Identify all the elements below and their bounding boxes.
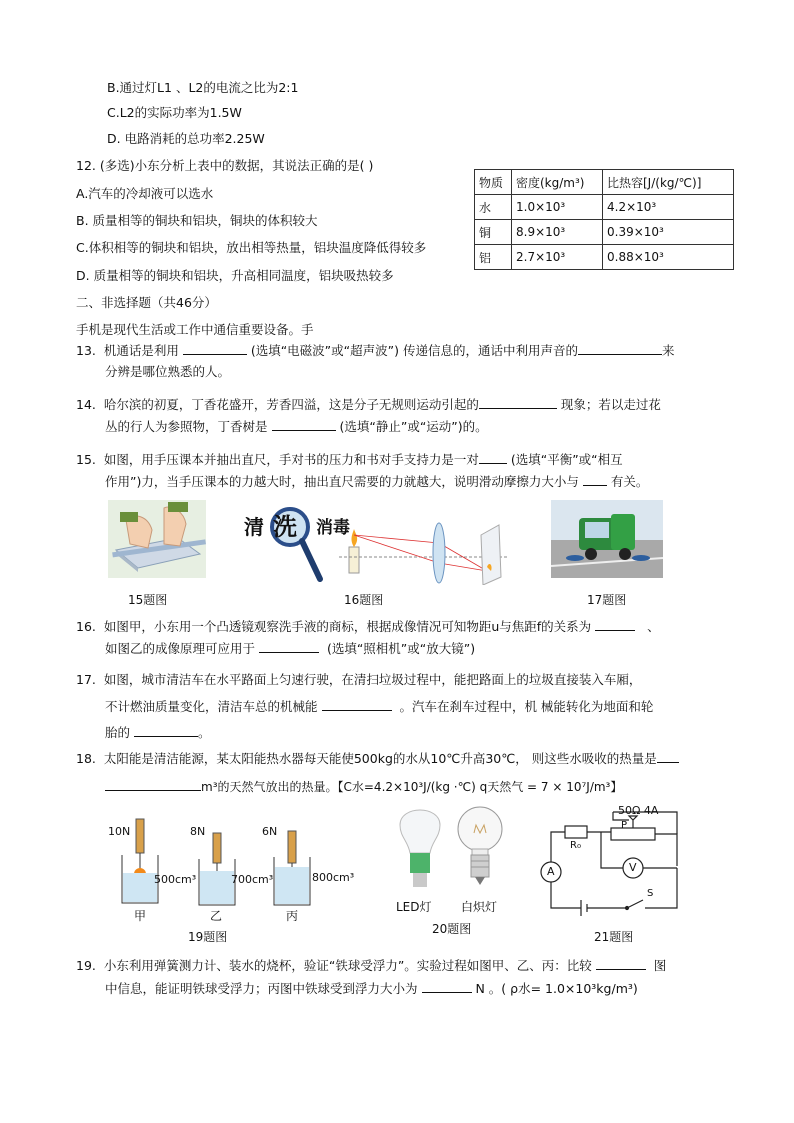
q18-number: 18. [76, 751, 96, 766]
q15-text-d: 有关。 [610, 474, 649, 489]
fig19-scales-drawing [100, 815, 360, 920]
q17-text-c: 。汽车在刹车过程中，机 械能转化为地面和轮 [399, 699, 654, 714]
fig21-circuit-diagram [537, 804, 687, 924]
q16-text-b: 、 [647, 619, 660, 634]
table-row [475, 245, 734, 270]
material-table [474, 169, 734, 270]
q14-number: 14. [76, 397, 96, 412]
q12-option-a: A.汽车的冷却液可以选水 [76, 186, 214, 201]
q19-text-b: 图 [653, 958, 667, 973]
fig21-rating: 50Ω 4A [618, 804, 659, 817]
table-cell: 4.2×10³ [603, 195, 734, 220]
table-row [475, 220, 734, 245]
q14-line1 [76, 396, 661, 413]
q12-stem: 12. (多选)小东分析上表中的数据，其说法正确的是( ) [76, 158, 374, 173]
q15-number: 15. [76, 452, 96, 467]
fig21-switch-label: S [647, 888, 654, 899]
table-cell: 0.88×10³ [603, 245, 734, 270]
fig15-caption: 15题图 [128, 593, 168, 607]
fig17-caption: 17题图 [587, 593, 627, 607]
q15-blank-2[interactable] [583, 473, 607, 486]
phone-intro: 手机是现代生活或工作中通信重要设备。手 [76, 322, 314, 337]
q17-text-b: 不计燃油质量变化，清洁车总的机械能 [105, 699, 318, 714]
fig21-caption: 21题图 [594, 930, 634, 944]
table-header-cell: 比热容[J/(kg/℃)] [603, 170, 734, 195]
q15-line1 [76, 451, 623, 468]
q19-text-d: N 。( ρ水= 1.0×10³kg/m³) [475, 981, 638, 996]
q19-line2 [105, 980, 638, 997]
q11-option-c: C.L2的实际功率为1.5W [107, 105, 242, 120]
section-heading: 二、非选择题（共46分） [76, 295, 217, 310]
table-header-cell: 物质 [475, 170, 512, 195]
q17-number: 17. [76, 672, 96, 687]
fig21-r0-label: R₀ [570, 840, 581, 851]
fig21-circuit-drawing [537, 804, 687, 916]
q16-text-d: (选填“照相机”或“放大镜”) [326, 641, 476, 656]
q18-text-b: m³的天然气放出的热量。【C水=4.2×10³J/(kg ·℃) q天然气 = 7 × 10⁷J/m³】 [201, 780, 623, 794]
table-cell: 铝 [475, 245, 512, 270]
fig16-lens-image [244, 505, 514, 585]
fig16-caption: 16题图 [344, 593, 384, 607]
fig16-optics-diagram [339, 505, 514, 585]
fig19-force-1: 10N [108, 825, 131, 838]
q15-line2 [105, 473, 648, 490]
q19-blank-2[interactable] [422, 980, 472, 993]
table-row [475, 195, 734, 220]
q12-option-c: C.体积相等的铜块和铝块，放出相等热量，铝块温度降低得较多 [76, 240, 427, 255]
fig16-wash-text-3: 消毒 [316, 518, 350, 538]
fig19-volume-2: 700cm³ [231, 873, 274, 886]
fig20-led-label: LED灯 [396, 900, 432, 914]
q13-line1 [76, 342, 674, 359]
q13-text-b: (选填“电磁波”或“超声波”) 传递信息的，通话中利用声音的 [250, 343, 578, 358]
q15-text-b: (选填“平衡”或“相互 [510, 452, 623, 467]
q15-text-a: 如图，用手压课本并抽出直尺，手对书的压力和书对手支持力是一对 [103, 452, 479, 467]
table-cell: 铜 [475, 220, 512, 245]
fig19-caption: 19题图 [188, 930, 228, 944]
q17-text-a: 如图，城市清洁车在水平路面上匀速行驶，在清扫垃圾过程中，能把路面上的垃圾直接装入车厢， [103, 672, 642, 687]
q19-text-c: 中信息，能证明铁球受浮力；丙图中铁球受到浮力大小为 [105, 981, 418, 996]
q11-option-d: D. 电路消耗的总功率2.25W [107, 131, 265, 146]
q16-blank-2[interactable] [259, 640, 319, 653]
fig19-diagram [100, 815, 360, 945]
fig21-slider-p: P [621, 820, 628, 831]
q13-line2: 分辨是哪位熟悉的人。 [105, 364, 231, 379]
fig19-label-yi: 乙 [210, 909, 223, 923]
fig19-volume-1: 500cm³ [154, 873, 197, 886]
fig20-bulbs-image [396, 803, 516, 895]
q16-line1 [76, 618, 660, 635]
q18-blank-1[interactable] [657, 750, 679, 763]
table-header-cell: 密度(kg/m³) [512, 170, 603, 195]
q14-blank-2[interactable] [272, 418, 336, 431]
q13-blank-2[interactable] [578, 342, 662, 355]
fig19-force-3: 6N [262, 825, 278, 838]
fig21-ammeter-label: A [547, 865, 555, 878]
q11-option-b: B.通过灯L1 、L2的电流之比为2:1 [107, 80, 299, 95]
table-header-row [475, 170, 734, 195]
q13-number: 13. [76, 343, 96, 358]
fig19-label-bing: 丙 [286, 909, 299, 923]
q16-text-c: 如图乙的成像原理可应用于 [105, 641, 256, 656]
q18-line1 [76, 750, 679, 767]
q19-number: 19. [76, 958, 96, 973]
q14-blank-1[interactable] [479, 396, 557, 409]
q19-blank-1[interactable] [596, 957, 646, 970]
q16-number: 16. [76, 619, 96, 634]
q19-line1 [76, 957, 666, 974]
q12-option-d: D. 质量相等的铜块和铝块，升高相同温度，铝块吸热较多 [76, 268, 394, 283]
fig19-force-2: 8N [190, 825, 206, 838]
q18-line2 [105, 778, 622, 795]
q18-blank-2[interactable] [105, 778, 201, 791]
table-cell: 8.9×10³ [512, 220, 603, 245]
q14-line2 [105, 418, 488, 435]
q17-blank-2[interactable] [134, 724, 198, 737]
q17-text-d: 胎的 [105, 725, 131, 740]
fig15-hands-book-image [108, 500, 206, 578]
q14-text-b: 现象；若以走过花 [560, 397, 661, 412]
fig19-label-jia: 甲 [134, 909, 147, 923]
fig20-bulb-label: 白炽灯 [461, 900, 498, 914]
table-cell: 水 [475, 195, 512, 220]
q17-line1 [76, 672, 641, 688]
q12-option-b: B. 质量相等的铜块和铝块，铜块的体积较大 [76, 213, 318, 228]
q17-line2 [105, 698, 653, 715]
q14-text-a: 哈尔滨的初夏，丁香花盛开，芳香四溢，这是分子无规则运动引起的 [103, 397, 479, 412]
fig21-voltmeter-label: V [629, 861, 637, 874]
q16-blank-1[interactable] [595, 618, 635, 631]
q15-text-c: 作用”)力，当手压课本的力越大时，抽出直尺需要的力就越大，说明滑动摩擦力大小与 [105, 474, 579, 489]
q17-line3 [105, 724, 211, 741]
q17-text-e: 。 [198, 725, 211, 740]
q14-text-d: (选填“静止”或“运动”)的。 [339, 419, 488, 434]
fig20-caption: 20题图 [432, 922, 472, 936]
q18-text-a: 太阳能是清洁能源，某太阳能热水器每天能使500kg的水从10℃升高30℃， 则这些水吸收的热量是 [103, 751, 657, 766]
q16-text-a: 如图甲，小东用一个凸透镜观察洗手液的商标，根据成像情况可知物距u与焦距f的关系为 [103, 619, 592, 634]
q14-text-c: 丛的行人为参照物，丁香树是 [105, 419, 268, 434]
q19-text-a: 小东利用弹簧测力计、装水的烧杯，验证“铁球受浮力”。实验过程如图甲、乙、丙：比较 [103, 958, 592, 973]
table-cell: 0.39×10³ [603, 220, 734, 245]
fig16-wash-text-2: 洗 [273, 513, 297, 541]
q17-blank-1[interactable] [322, 698, 392, 711]
fig19-volume-3: 800cm³ [312, 871, 355, 884]
table-cell: 1.0×10³ [512, 195, 603, 220]
q16-line2 [105, 640, 475, 657]
q13-text-a: 机通话是利用 [103, 343, 179, 358]
q13-blank-1[interactable] [183, 342, 247, 355]
fig16-wash-text-1: 清 [244, 515, 264, 539]
q13-text-c: 来 [661, 343, 675, 358]
fig17-street-cleaner-image [551, 500, 663, 578]
q15-blank-1[interactable] [479, 451, 507, 464]
table-cell: 2.7×10³ [512, 245, 603, 270]
